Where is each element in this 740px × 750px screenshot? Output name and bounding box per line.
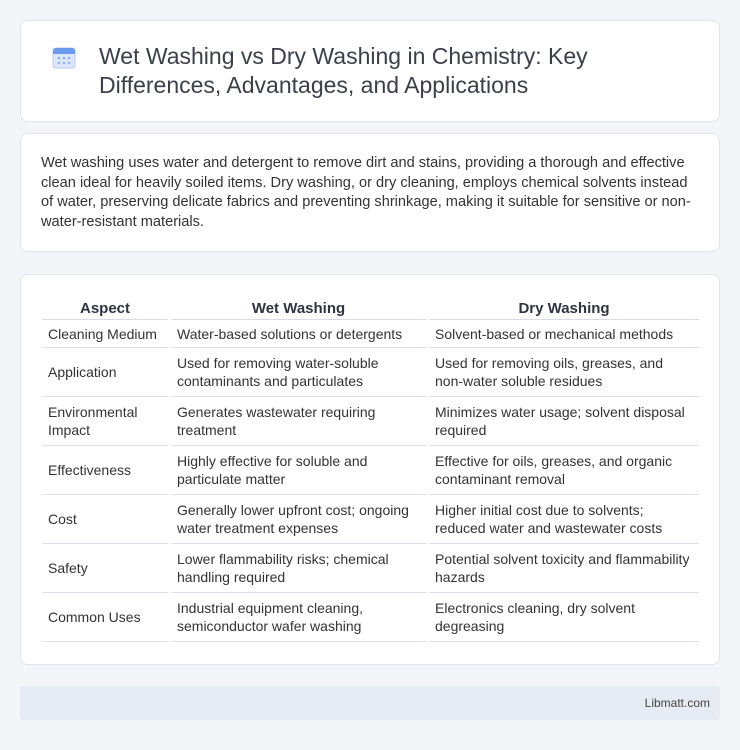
intro-paragraph: Wet washing uses water and detergent to remove dirt and stains, providing a thorough and effective clean ideal for heavily soiled items. Dry washing, or dry cleaning, employs chemical solvents instead of water, preserving delicate fabrics and preventing shrinkage, making it suitable for sensitive or non-water-resistant materials.: [41, 155, 691, 230]
table-row: [42, 495, 699, 544]
cell-dry: Effective for oils, greases, and organic contaminant removal: [429, 446, 699, 495]
header-wet-washing: Wet Washing: [171, 296, 426, 320]
cell-wet: Water-based solutions or detergents: [171, 320, 426, 348]
cell-aspect: Cost: [42, 495, 168, 544]
cell-aspect: Cleaning Medium: [42, 320, 168, 348]
table-row: [42, 320, 699, 348]
cell-dry: Higher initial cost due to solvents; reduced water and wastewater costs: [429, 495, 699, 544]
header-dry-washing: Dry Washing: [429, 296, 699, 320]
table-header-row: [42, 296, 699, 320]
comparison-card: [20, 274, 720, 665]
cell-dry: Electronics cleaning, dry solvent degreasing: [429, 593, 699, 642]
header: [21, 21, 719, 121]
header-aspect: Aspect: [42, 296, 168, 320]
table-row: [42, 348, 699, 397]
table-row: [42, 397, 699, 446]
table-row: [42, 544, 699, 593]
footer: [20, 686, 720, 720]
cell-dry: Minimizes water usage; solvent disposal required: [429, 397, 699, 446]
cell-aspect: Common Uses: [42, 593, 168, 642]
cell-dry: Used for removing oils, greases, and non-water soluble residues: [429, 348, 699, 397]
cell-aspect: Effectiveness: [42, 446, 168, 495]
cell-dry: Potential solvent toxicity and flammability hazards: [429, 544, 699, 593]
cell-wet: Highly effective for soluble and particulate matter: [171, 446, 426, 495]
cell-aspect: Application: [42, 348, 168, 397]
header-card: [20, 20, 720, 122]
page-title: Wet Washing vs Dry Washing in Chemistry: Key Differences, Advantages, and Applications: [99, 43, 588, 98]
cell-dry: Solvent-based or mechanical methods: [429, 320, 699, 348]
comparison-table: [39, 296, 702, 642]
table-row: [42, 593, 699, 642]
cell-wet: Lower flammability risks; chemical handling required: [171, 544, 426, 593]
cell-wet: Generates wastewater requiring treatment: [171, 397, 426, 446]
cell-wet: Industrial equipment cleaning, semiconductor wafer washing: [171, 593, 426, 642]
cell-wet: Generally lower upfront cost; ongoing water treatment expenses: [171, 495, 426, 544]
calendar-icon: [51, 44, 77, 70]
intro-card: [20, 133, 720, 252]
cell-aspect: Environmental Impact: [42, 397, 168, 446]
cell-aspect: Safety: [42, 544, 168, 593]
cell-wet: Used for removing water-soluble contaminants and particulates: [171, 348, 426, 397]
footer-brand-link[interactable]: Libmatt.com: [644, 696, 710, 710]
table-row: [42, 446, 699, 495]
